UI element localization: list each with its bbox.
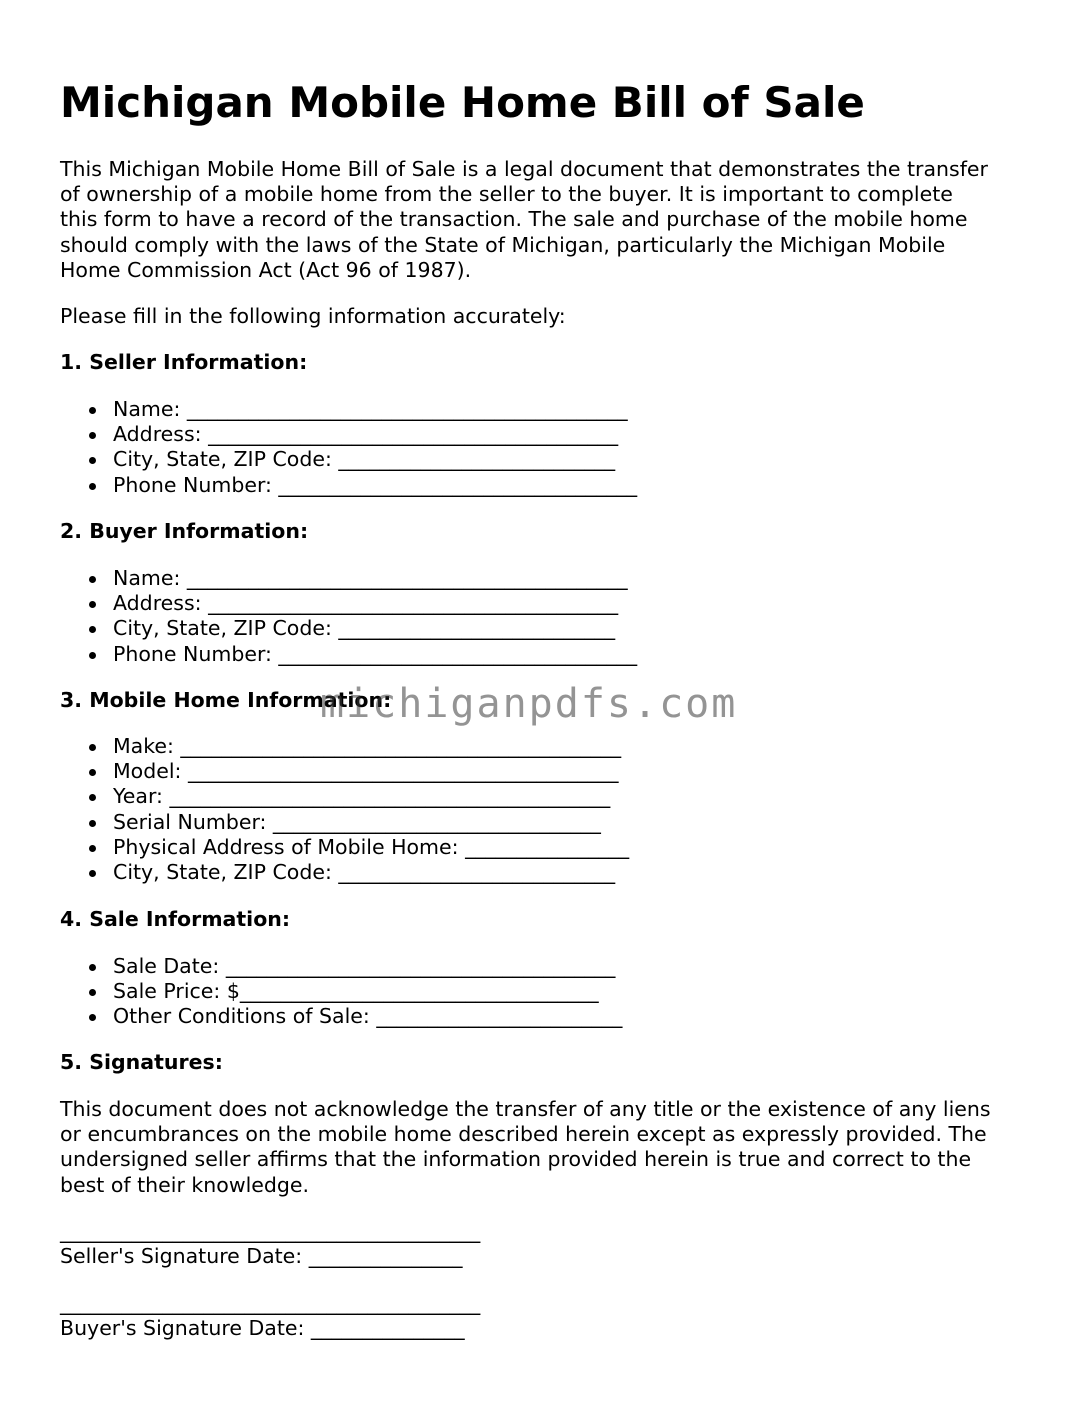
seller-signature-line[interactable]: _________________________________________ (60, 1219, 481, 1243)
legal-line: or encumbrances on the mobile home described herein except as expressly provided. The (60, 1122, 987, 1147)
mobile-home-fields-list (60, 734, 629, 885)
buyer-fields-list (60, 566, 637, 667)
instruction-text: Please fill in the following information accurately: (60, 304, 566, 328)
year-field[interactable]: Year: ___________________________________________ (113, 784, 629, 809)
make-field[interactable]: Make: ___________________________________________ (113, 734, 629, 759)
legal-line: This document does not acknowledge the transfer of any title or the existence of any liens (60, 1097, 991, 1121)
sale-price-field[interactable]: Sale Price: $___________________________________ (113, 979, 622, 1004)
physical-address-field[interactable]: Physical Address of Mobile Home: ________________ (113, 834, 630, 859)
seller-address-field[interactable]: Address: ________________________________________ (113, 422, 637, 447)
buyer-name-field[interactable]: Name: ___________________________________________ (113, 566, 637, 591)
model-field[interactable]: Model: __________________________________________ (113, 759, 629, 784)
intro-line: this form to have a record of the transaction. The sale and purchase of the mobile home (60, 207, 968, 232)
intro-line: This Michigan Mobile Home Bill of Sale is a legal document that demonstrates the transfer (60, 157, 988, 181)
seller-section-heading: 1. Seller Information: (60, 350, 308, 374)
home-city-state-zip-field[interactable]: City, State, ZIP Code: ___________________________ (113, 860, 629, 885)
buyer-section-heading: 2. Buyer Information: (60, 519, 309, 543)
intro-line: should comply with the laws of the State of Michigan, particularly the Michigan Mobile (60, 232, 946, 257)
mobile-home-section-heading: 3. Mobile Home Information: (60, 688, 392, 712)
seller-fields-list (60, 397, 637, 498)
intro-line: of ownership of a mobile home from the seller to the buyer. It is important to complete (60, 182, 953, 207)
buyer-address-field[interactable]: Address: ________________________________________ (113, 591, 637, 616)
serial-number-field[interactable]: Serial Number: ________________________________ (113, 810, 629, 835)
watermark-text: michiganpdfs.com (320, 681, 738, 727)
buyer-signature-date-label[interactable]: Buyer's Signature Date: _______________ (60, 1316, 465, 1340)
intro-paragraph (60, 157, 1040, 283)
sale-date-field[interactable]: Sale Date: ______________________________________ (113, 954, 622, 979)
seller-phone-field[interactable]: Phone Number: ___________________________________ (113, 472, 638, 497)
intro-line: Home Commission Act (Act 96 of 1987). (60, 257, 472, 282)
document-title: Michigan Mobile Home Bill of Sale (60, 78, 865, 127)
signatures-section-heading: 5. Signatures: (60, 1050, 223, 1074)
seller-city-state-zip-field[interactable]: City, State, ZIP Code: ___________________________ (113, 447, 637, 472)
sale-fields-list (60, 954, 622, 1030)
legal-paragraph (60, 1097, 1040, 1198)
buyer-phone-field[interactable]: Phone Number: ___________________________________ (113, 641, 638, 666)
buyer-city-state-zip-field[interactable]: City, State, ZIP Code: ___________________________ (113, 616, 637, 641)
buyer-signature-line[interactable]: _________________________________________ (60, 1291, 481, 1315)
sale-section-heading: 4. Sale Information: (60, 907, 291, 931)
legal-line: best of their knowledge. (60, 1172, 310, 1197)
seller-name-field[interactable]: Name: ___________________________________________ (113, 397, 637, 422)
legal-line: undersigned seller affirms that the information provided herein is true and correct to the (60, 1147, 972, 1172)
other-conditions-field[interactable]: Other Conditions of Sale: ________________________ (113, 1004, 623, 1029)
seller-signature-date-label[interactable]: Seller's Signature Date: _______________ (60, 1244, 463, 1268)
